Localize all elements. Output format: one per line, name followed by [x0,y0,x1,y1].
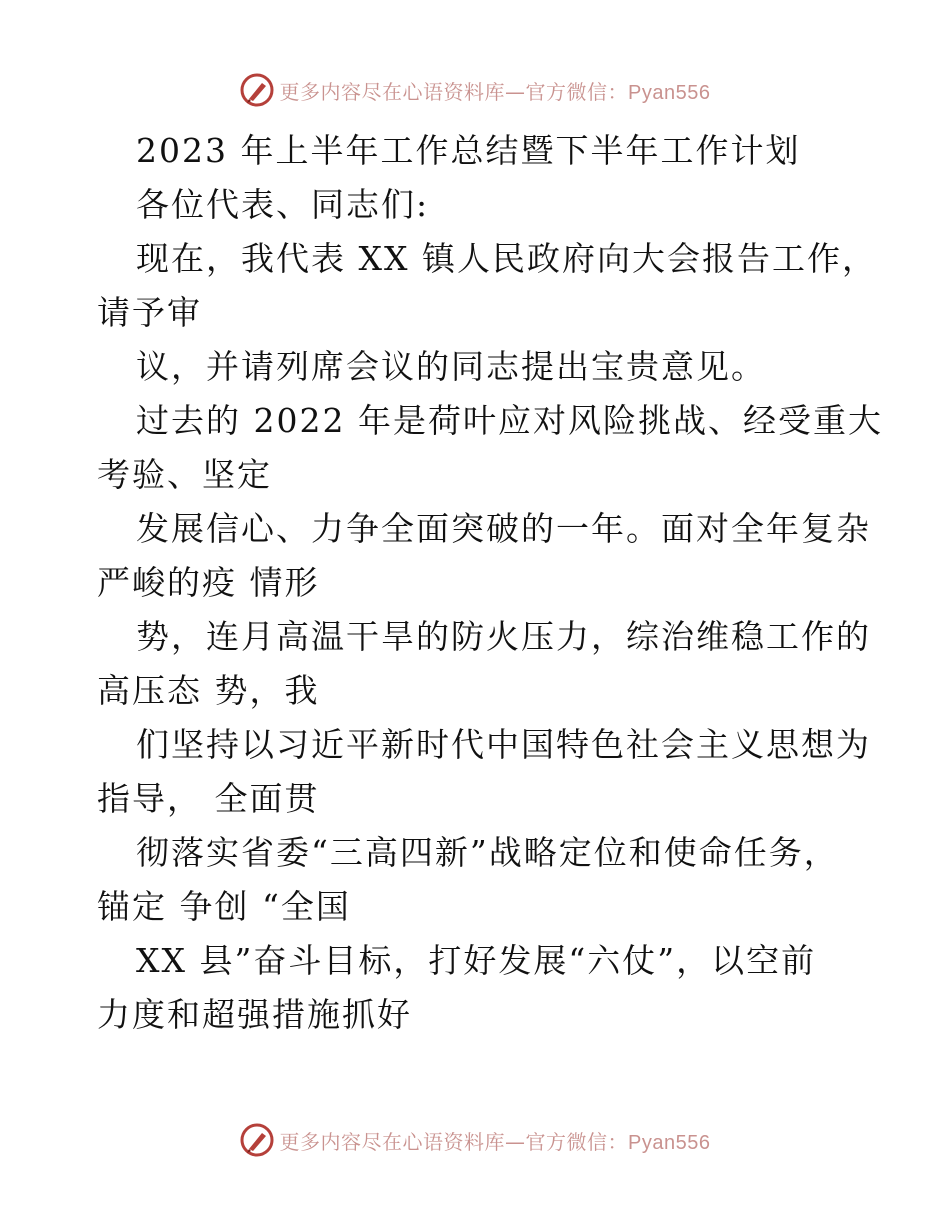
document-line: 议，并请列席会议的同志提出宝贵意见。 [136,347,766,386]
document-line: 们坚持以习近平新时代中国特色社会主义思想为 [136,725,871,764]
watermark-text: 更多内容尽在心语资料库—官方微信：Pyan556 [279,1129,711,1154]
document-line: 发展信心、力争全面突破的一年。面对全年复杂 [136,509,871,548]
pen-logo-icon [240,1123,274,1157]
document-line: XX 县”奋斗目标，打好发展“六仗”，以空前 [136,941,817,980]
document-line: 过去的 2022 年是荷叶应对风险挑战、经受重大 [136,401,883,440]
document-line: 指导， 全面贯 [97,779,320,818]
document-line: 现在，我代表 XX 镇人民政府向大会报告工作， [136,239,877,278]
document-line: 势，连月高温干旱的防火压力，综治维稳工作的 [136,617,871,656]
document-body [97,124,883,1042]
document-line: 力度和超强措施抓好 [97,995,412,1034]
document-line: 彻落实省委“三高四新”战略定位和使命任务， [136,833,839,872]
document-line: 各位代表、同志们: [136,185,430,224]
document-line: 高压态 势，我 [97,671,320,710]
footer-watermark [0,1120,950,1160]
document-line: 请予审 [97,293,202,332]
header-watermark [0,70,950,110]
document-line: 考验、坚定 [97,455,272,494]
pen-logo-icon [240,73,274,107]
document-line: 2023 年上半年工作总结暨下半年工作计划 [136,131,801,170]
watermark-text: 更多内容尽在心语资料库—官方微信：Pyan556 [279,79,711,104]
document-line: 锚定 争创 “全国 [97,887,351,926]
document-line: 严峻的疫 情形 [97,563,320,602]
